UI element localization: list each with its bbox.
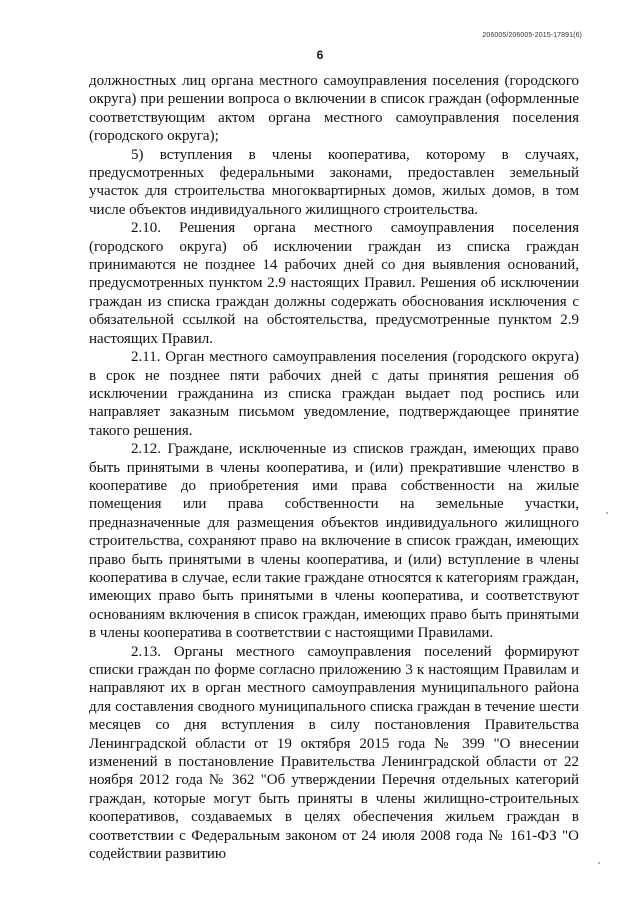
paragraph-item-5: 5) вступления в члены кооператива, которому в случаях, предусмотренных федеральными законами, предоставлен земельный участок для строительства многоквартирных домов, жилых домов, в том числе объектов индивидуального жилищного строительства. <box>89 146 579 218</box>
scan-speck <box>606 512 608 514</box>
paragraph-2-13: 2.13. Органы местного самоуправления поселений формируют списки граждан по форме согласно приложению 3 к настоящим Правилам и направляют их в орган местного самоуправления муниципального района для составления сводного муниципального списка граждан в течение шести месяцев со дня вступления в силу постановления Правительства Ленинградской области от 19 октября 2015 года № 399 "О внесении изменений в постановление Правительства Ленинградской области от 22 ноября 2012 года № 362 "Об утверждении Перечня отдельных категорий граждан, которые могут быть приняты в члены жилищно-строительных кооперативов, создаваемых в целях обеспечения жильем граждан в соответствии с Федеральным законом от 24 июля 2008 года № 161-ФЗ "О содействии развитию <box>89 643 579 863</box>
scan-speck <box>598 862 600 864</box>
page-number: 6 <box>316 48 324 62</box>
paragraph-2-11: 2.11. Орган местного самоуправления поселения (городского округа) в срок не позднее пяти рабочих дней с даты принятия решения об исключении гражданина из списка граждан выдает под роспись или направляет заказным письмом уведомление, подтверждающее принятие такого решения. <box>89 349 579 439</box>
paragraph-2-10: 2.10. Решения органа местного самоуправления поселения (городского округа) об исключении граждан из списка граждан принимаются не позднее 14 рабочих дней со дня выявления оснований, предусмотренных пунктом 2.9 настоящих Правил. Решения об исключении граждан из списка граждан должны содержать обоснования исключения с обязательной ссылкой на обстоятельства, предусмотренные пунктом 2.9 настоящих Правил. <box>89 220 579 347</box>
document-body <box>89 72 579 863</box>
paragraph-continuation: должностных лиц органа местного самоуправления поселения (городского округа) при решении вопроса о включении в список граждан (оформленные соответствующим актом органа местного самоуправления поселения (городского округа); <box>89 73 579 145</box>
document-id: 206005/206005-2015-17891(6) <box>482 32 582 39</box>
paragraph-2-12: 2.12. Граждане, исключенные из списков граждан, имеющих право быть принятыми в члены кооператива, и (или) прекратившие членство в кооперативе до приобретения ими права собственности на жилые помещения или права собственности на земельные участки, предназначенные для размещения объектов индивидуального жилищного строительства, сохраняют право на включение в список граждан, имеющих право быть принятыми в члены кооператива, и (или) вступление в члены кооператива в случае, если такие граждане относятся к категориям граждан, имеющих право быть принятыми в члены кооператива, и соответствуют основаниям включения в список граждан, имеющих право быть принятыми в члены кооператива в соответствии с настоящими Правилами. <box>89 441 579 642</box>
